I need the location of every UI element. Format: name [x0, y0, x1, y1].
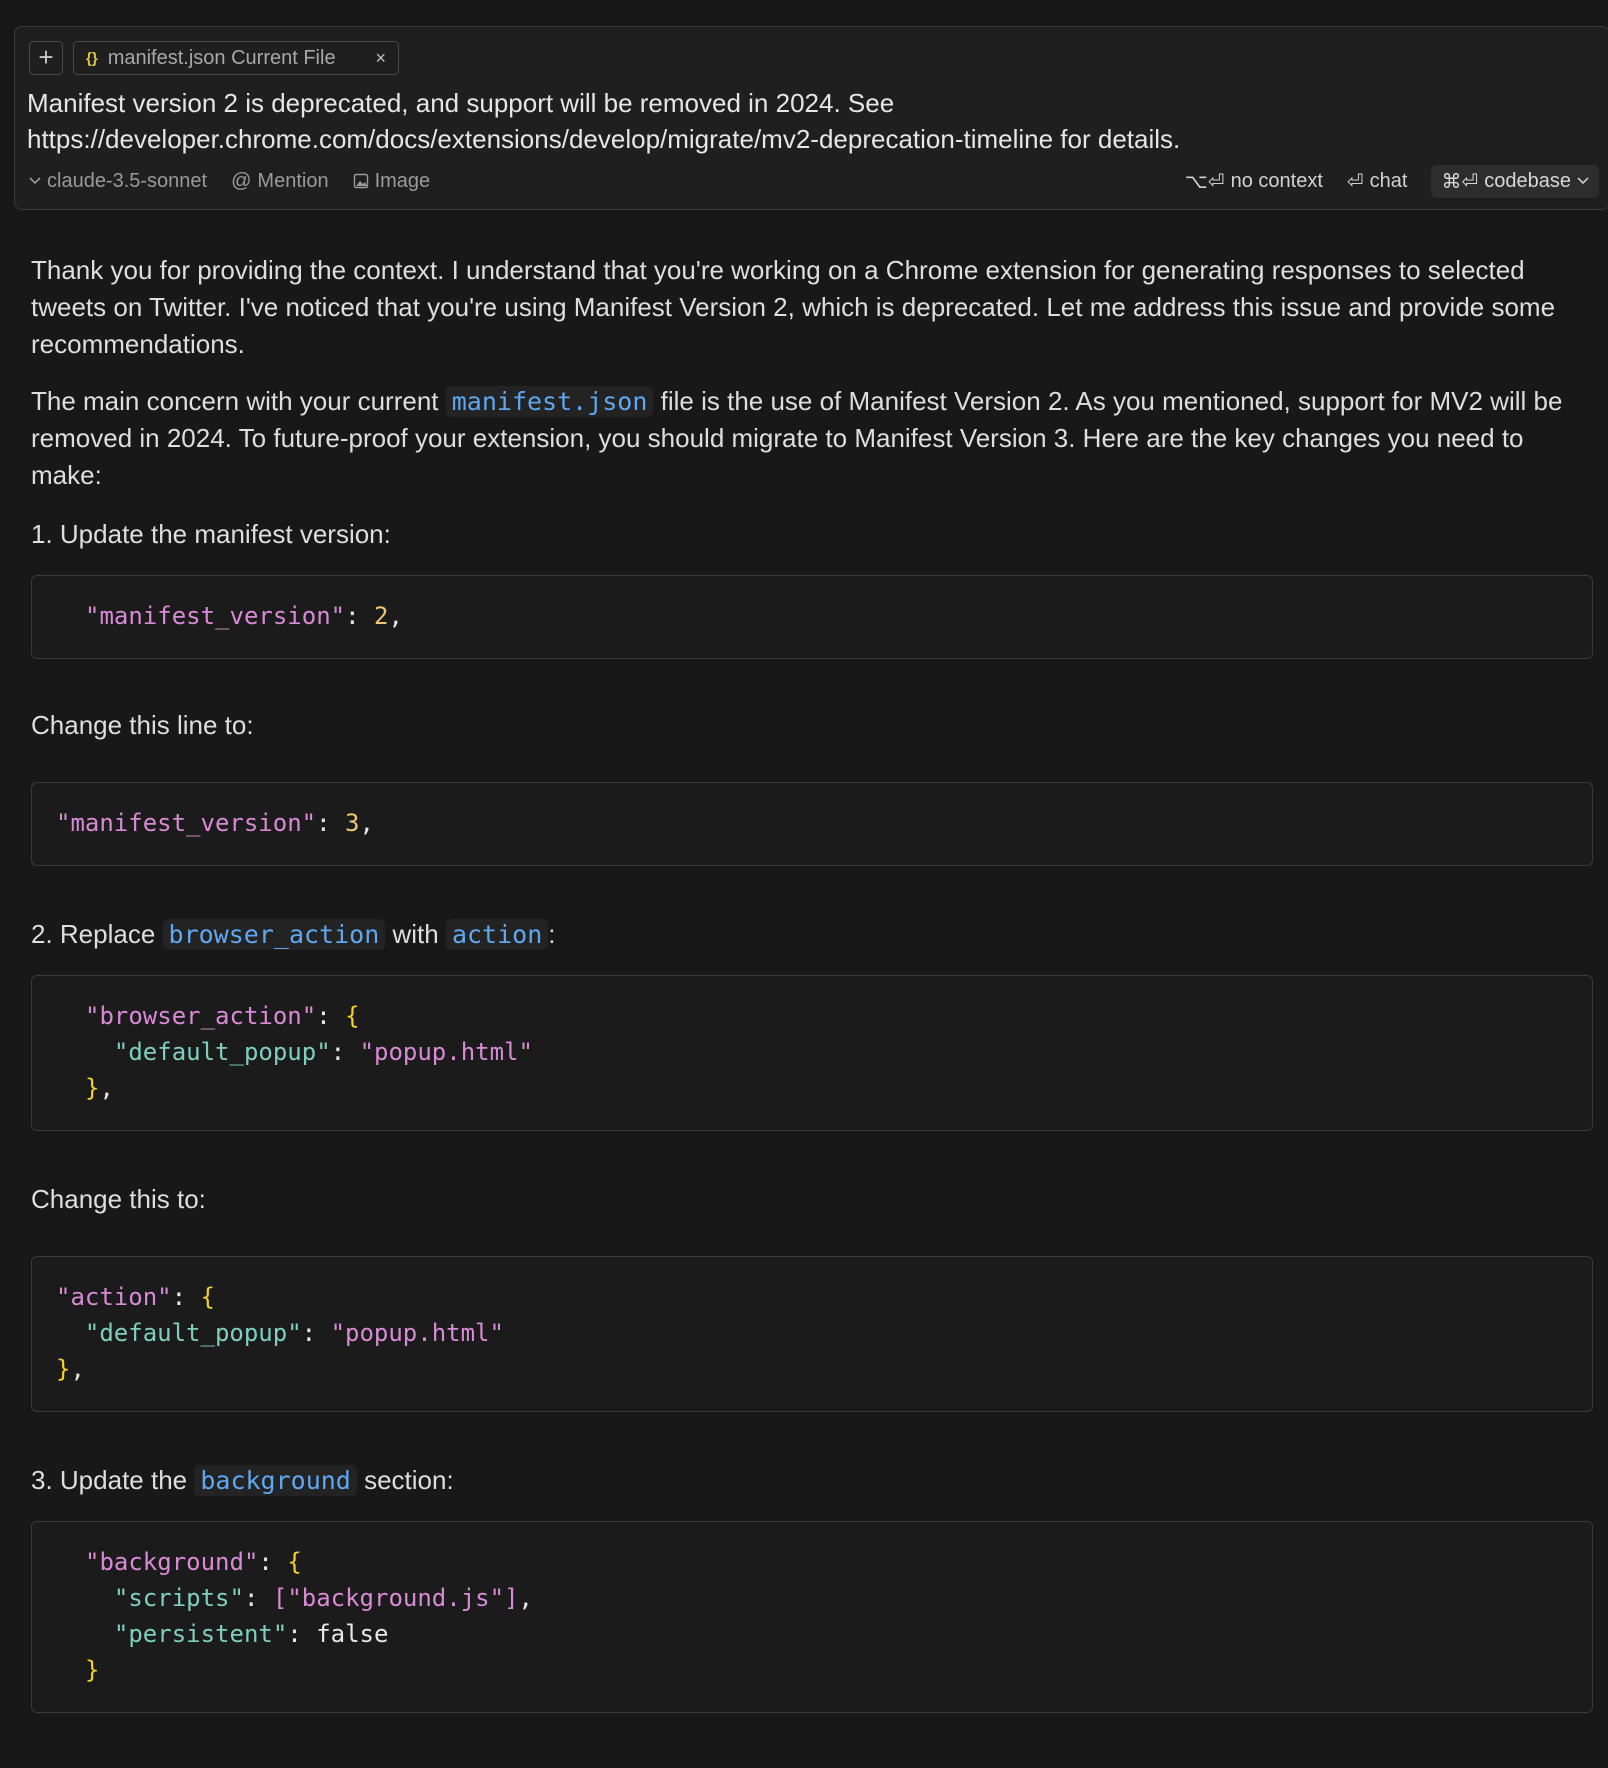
step-text: Change this to: [31, 1184, 206, 1214]
image-button[interactable]: Image [353, 170, 431, 193]
code-block[interactable]: "action": { "default_popup": "popup.html" }, [31, 1256, 1593, 1412]
response-paragraph: Thank you for providing the context. I understand that you're working on a Chrome extension for generating responses to selected tweets on Twitter. I've noticed that you're using Manifest Version 2, which is deprecated. Let me address this issue and provide some recommendations. [31, 255, 1556, 359]
code-block[interactable]: "manifest_version": 2, [31, 575, 1593, 659]
inline-code: browser_action [163, 919, 386, 950]
model-selector[interactable]: claude-3.5-sonnet [29, 170, 207, 193]
inline-code: background [194, 1465, 357, 1496]
at-icon: @ [231, 169, 252, 192]
mention-button[interactable]: @ Mention [231, 169, 329, 192]
step-text: Change this line to: [31, 710, 254, 740]
step-heading: 3. Update the background section: [31, 1465, 454, 1495]
add-context-button[interactable]: + [29, 41, 63, 75]
step-heading: 1. Update the manifest version: [31, 519, 391, 549]
composer-input[interactable]: Manifest version 2 is deprecated, and support will be removed in 2024. See https://developer.chrome.com/docs/extensions/develop/migrate/mv2-deprecation-timeline for details. [27, 88, 1181, 154]
inline-code: manifest.json [446, 386, 654, 417]
chevron-down-icon [1577, 177, 1589, 185]
close-icon[interactable]: × [375, 47, 386, 68]
enter-icon: ⏎ [1346, 170, 1364, 193]
assistant-response [31, 252, 1593, 1713]
chat-composer [14, 26, 1608, 210]
option-enter-icon: ⌥⏎ [1184, 170, 1225, 193]
response-paragraph: The main concern with your current manifest.json file is the use of Manifest Version 2. As you mentioned, support for MV2 will be removed in 2024. To future-proof your extension, you should migrate to Manifest Version 3. Here are the key changes you need to make: [31, 386, 1563, 490]
json-file-icon: {} [86, 49, 98, 67]
image-icon [353, 173, 369, 189]
chevron-down-icon [29, 177, 41, 185]
current-file-pill[interactable] [73, 41, 399, 75]
file-pill-name: manifest.json Current File [107, 46, 336, 69]
chat-button[interactable]: ⏎ chat [1346, 169, 1408, 193]
code-block[interactable]: "browser_action": { "default_popup": "popup.html" }, [31, 975, 1593, 1131]
code-block[interactable]: "background": { "scripts": ["background.js"], "persistent": false } [31, 1521, 1593, 1713]
inline-code: action [446, 919, 548, 950]
composer-toolbar [29, 163, 1599, 199]
codebase-button[interactable]: ⌘⏎ codebase [1431, 165, 1599, 198]
no-context-button[interactable]: ⌥⏎ no context [1184, 169, 1323, 193]
command-enter-icon: ⌘⏎ [1441, 170, 1479, 193]
step-heading: 2. Replace browser_action with action : [31, 919, 556, 949]
code-block[interactable]: "manifest_version": 3, [31, 782, 1593, 866]
